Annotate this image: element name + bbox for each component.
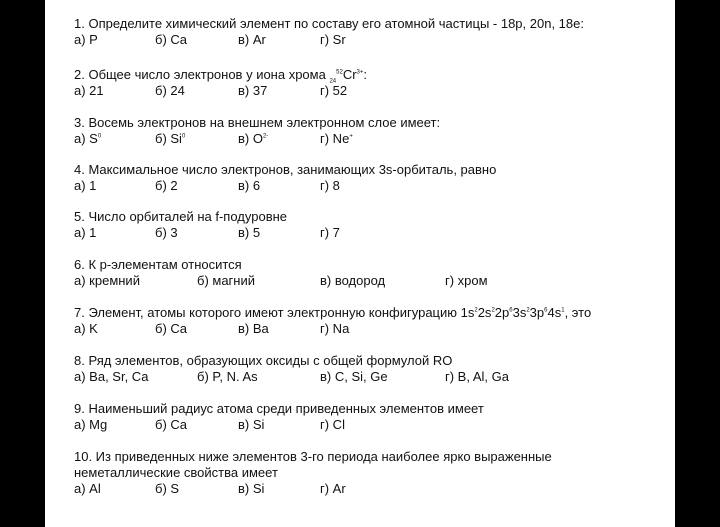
option-g: г) Na bbox=[320, 321, 350, 336]
question-6 bbox=[74, 257, 488, 289]
option-a: а) 21 bbox=[74, 83, 104, 98]
option-a: а) Ba, Sr, Ca bbox=[74, 369, 149, 384]
option-g: г) хром bbox=[445, 273, 488, 288]
question-2 bbox=[74, 67, 367, 99]
question-text: 10. Из приведенных ниже элементов 3-го периода наиболее ярко выраженные bbox=[74, 449, 552, 464]
option-b: б) 2 bbox=[155, 178, 178, 193]
worksheet-page bbox=[45, 0, 675, 527]
question-10 bbox=[74, 449, 552, 497]
question-text: 6. К р-элементам относится bbox=[74, 257, 242, 272]
option-a: а) 1 bbox=[74, 225, 97, 240]
option-b: б) Ca bbox=[155, 32, 188, 47]
question-text: 1. Определите химический элемент по составу его атомной частицы - 18p, 20n, 18e: bbox=[74, 16, 584, 31]
option-v: в) водород bbox=[320, 273, 386, 288]
question-7 bbox=[74, 305, 591, 337]
option-b: б) Ca bbox=[155, 321, 188, 336]
option-v: в) $O^{2-}$ bbox=[238, 131, 269, 146]
option-a: а) Mg bbox=[74, 417, 108, 432]
option-a: а) 1 bbox=[74, 178, 97, 193]
question-text: 9. Наименьший радиус атома среди приведенных элементов имеет bbox=[74, 401, 484, 416]
question-text: 5. Число орбиталей на f-подуровне bbox=[74, 209, 288, 224]
option-v: в) 6 bbox=[238, 178, 261, 193]
option-g: г) Cl bbox=[320, 417, 345, 432]
option-g: г) Sr bbox=[320, 32, 346, 47]
option-a: а) кремний bbox=[74, 273, 140, 288]
option-a: а) $S^0$ bbox=[74, 131, 102, 146]
question-text: 7. Элемент, атомы которого имеют электронную конфигурацию $1s^22s^22p^63s^23p^64s^1$, это bbox=[74, 305, 592, 320]
option-g: г) 7 bbox=[320, 225, 340, 240]
question-3 bbox=[74, 115, 440, 147]
option-b: б) P, N. As bbox=[197, 369, 258, 384]
question-text: 8. Ряд элементов, образующих оксиды с общей формулой RO bbox=[74, 353, 453, 368]
option-g: г) Ne+ bbox=[320, 131, 353, 146]
option-g: г) Ar bbox=[320, 481, 346, 496]
option-v: в) C, Si, Ge bbox=[320, 369, 388, 384]
option-a: а) P bbox=[74, 32, 98, 47]
option-g: г) 52 bbox=[320, 83, 348, 98]
option-a: а) K bbox=[74, 321, 98, 336]
option-a: а) Al bbox=[74, 481, 101, 496]
option-v: в) 5 bbox=[238, 225, 261, 240]
question-8 bbox=[74, 353, 509, 385]
chromium-ion: $_{24}^{52}Cr^{3+}$ bbox=[329, 67, 364, 85]
question-1 bbox=[74, 16, 584, 48]
option-b: б) Si$^0$ bbox=[155, 131, 186, 146]
electron-configuration: $^22s^22p^63s^23p^64s^1$ bbox=[474, 305, 565, 320]
question-text: 2. Общее число электронов у иона хрома $_{24}^{52}Cr^{3+}$: bbox=[74, 67, 368, 85]
question-text: 3. Восемь электронов на внешнем электронном слое имеет: bbox=[74, 115, 441, 130]
option-g: г) B, Al, Ga bbox=[445, 369, 509, 384]
option-v: в) Ar bbox=[238, 32, 266, 47]
question-4 bbox=[74, 162, 496, 194]
question-text: 4. Максимальное число электронов, занимающих 3s-орбиталь, равно bbox=[74, 162, 497, 177]
option-b: б) магний bbox=[197, 273, 255, 288]
question-5 bbox=[74, 209, 340, 241]
option-g: г) 8 bbox=[320, 178, 340, 193]
option-b: б) S bbox=[155, 481, 180, 496]
question-9 bbox=[74, 401, 484, 433]
option-v: в) Si bbox=[238, 481, 265, 496]
option-v: в) Ba bbox=[238, 321, 269, 336]
option-b: б) 3 bbox=[155, 225, 178, 240]
question-text-continued: неметаллические свойства имеет bbox=[74, 465, 278, 480]
option-b: б) Ca bbox=[155, 417, 188, 432]
option-v: в) 37 bbox=[238, 83, 268, 98]
option-b: б) 24 bbox=[155, 83, 185, 98]
option-v: в) Si bbox=[238, 417, 265, 432]
